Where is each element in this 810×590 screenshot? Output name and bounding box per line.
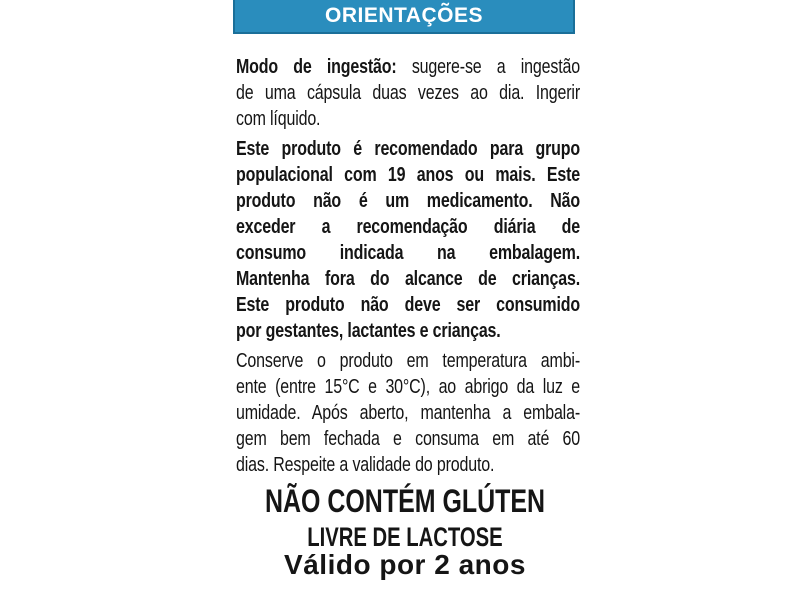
header-title: ORIENTAÇÕES (325, 4, 483, 27)
text-line: consumo indicada na embalagem. (236, 242, 580, 264)
text-line: por gestantes, lactantes e crianças. (236, 320, 501, 342)
text-line: umidade. Após aberto, mantenha a embala- (236, 402, 580, 424)
text-line: dias. Respeite a validade do produto. (236, 454, 495, 476)
text-line: Mantenha fora do alcance de crianças. (236, 268, 580, 290)
text-line: gem bem fechada e consuma em até 60 (236, 428, 580, 450)
text-line: produto não é um medicamento. Não (236, 190, 580, 212)
text-line (236, 54, 580, 80)
text-line: Este produto não deve ser consumido (236, 294, 580, 316)
paragraph-modo-de-ingestao (236, 54, 580, 132)
lactose-free-claim: LIVRE DE LACTOSE (307, 522, 503, 552)
text-line: ente (entre 15°C e 30°C), ao abrigo da luz e (236, 376, 580, 398)
paragraph-warning (236, 136, 580, 344)
gluten-free-claim: NÃO CONTÉM GLÚTEN (264, 483, 546, 519)
validity-claim: Válido por 2 anos (284, 549, 526, 580)
paragraph-storage (236, 348, 580, 478)
text-line: Este produto é recomendado para grupo (236, 138, 580, 160)
label-body-text (236, 54, 580, 482)
text-line: populacional com 19 anos ou mais. Este (236, 164, 580, 186)
text-line: com líquido. (236, 108, 321, 130)
modo-de-ingestao-text: sugere-se a ingestão (396, 56, 580, 78)
modo-de-ingestao-label: Modo de ingestão: (236, 56, 397, 78)
text-line: de uma cápsula duas vezes ao dia. Ingerir (236, 82, 580, 104)
text-line: Conserve o produto em temperatura ambi- (236, 350, 580, 372)
text-line: exceder a recomendação diária de (236, 216, 580, 238)
orientacoes-header-bar (233, 0, 575, 34)
